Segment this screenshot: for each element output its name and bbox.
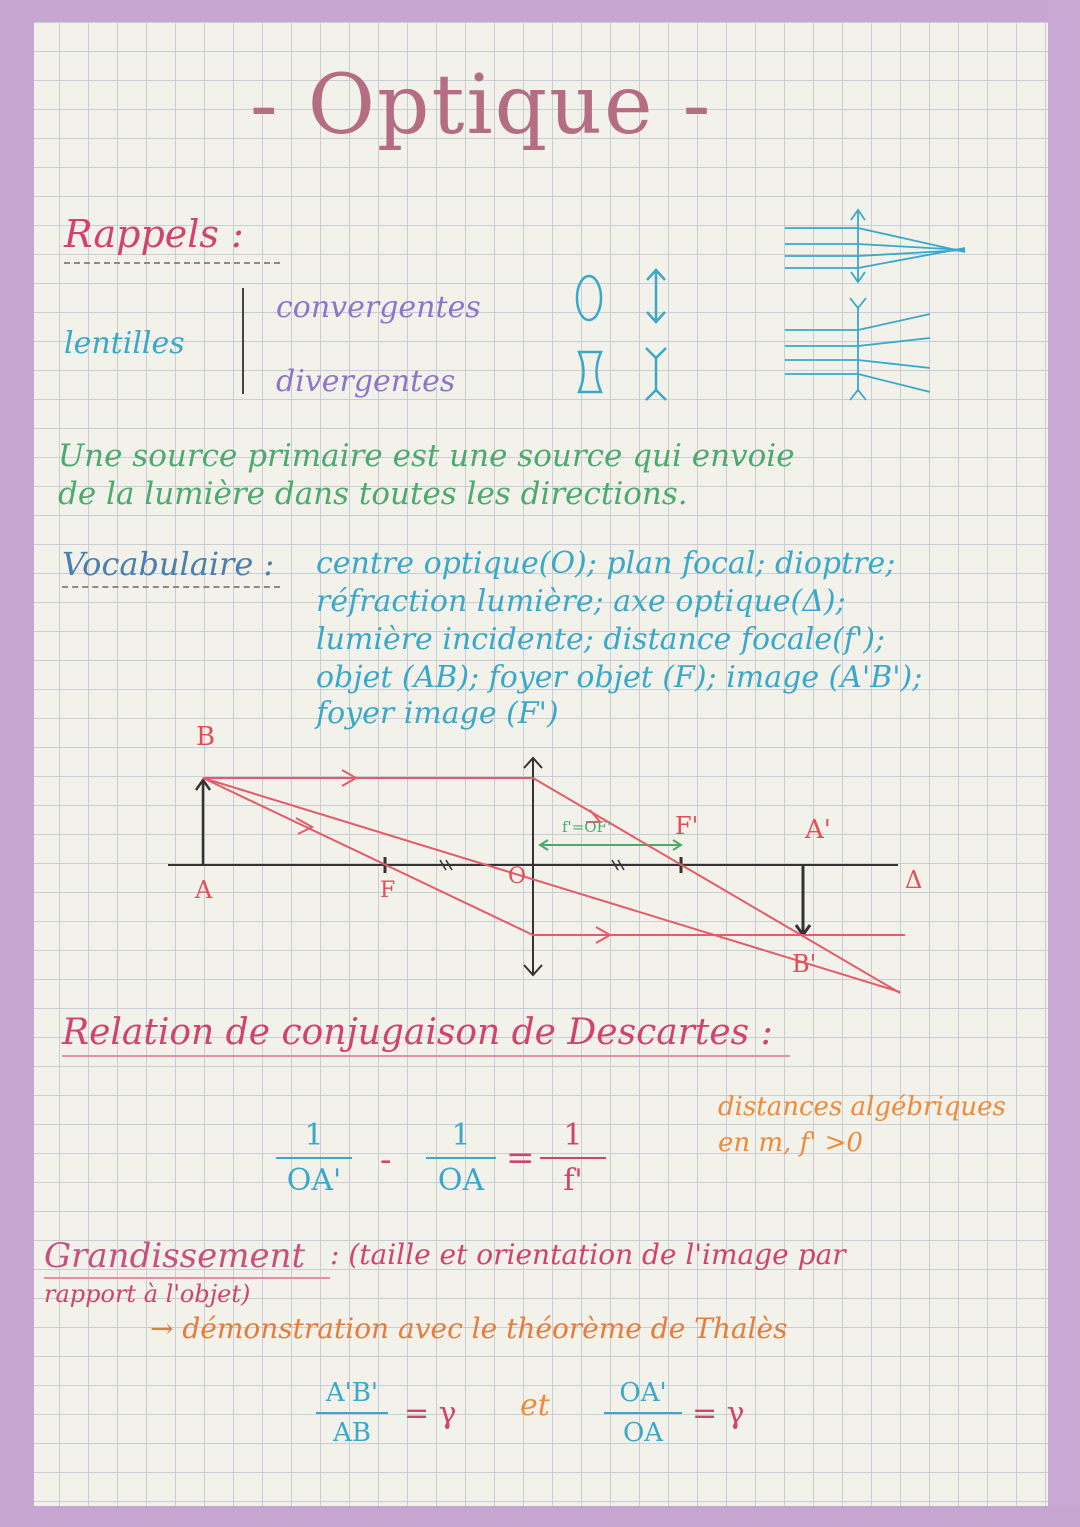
convergentes-label: convergentes xyxy=(276,290,481,325)
label-delta: Δ xyxy=(905,866,923,894)
fraction-denominator: OA' xyxy=(276,1157,352,1198)
label-focal: f'=OF' xyxy=(562,818,612,836)
et-word: et xyxy=(520,1388,550,1423)
rappels-heading: Rappels : xyxy=(64,212,244,256)
divergentes-label: divergentes xyxy=(276,364,456,399)
fraction-ab-prime-over-ab xyxy=(316,1378,388,1448)
fraction-denominator: OA xyxy=(604,1412,682,1448)
gamma-equals-2: = γ xyxy=(692,1396,745,1431)
source-primaire-line1: Une source primaire est une source qui envoie xyxy=(58,438,795,474)
grandissement-desc-line2: rapport à l'objet) xyxy=(44,1280,251,1308)
label-F-prime: F' xyxy=(675,812,699,840)
lentilles-label: lentilles xyxy=(64,326,185,361)
descartes-heading: Relation de conjugaison de Descartes : xyxy=(62,1012,773,1053)
vocabulaire-line3: lumière incidente; distance focale(f'); xyxy=(316,622,886,657)
fraction-numerator: 1 xyxy=(451,1118,471,1153)
grandissement-desc-line1: : (taille et orientation de l'image par xyxy=(330,1238,846,1271)
fraction-1-over-oa-prime xyxy=(276,1118,352,1198)
page-title: - Optique - xyxy=(250,58,713,153)
fraction-1-over-oa xyxy=(426,1118,496,1198)
label-A: A xyxy=(195,876,213,904)
gamma-equals-1: = γ xyxy=(404,1396,457,1431)
diverging-lens-icon xyxy=(579,348,666,400)
fraction-numerator: OA' xyxy=(619,1378,667,1408)
label-O: O xyxy=(508,864,527,889)
vocabulaire-heading: Vocabulaire : xyxy=(62,545,275,583)
fraction-numerator: 1 xyxy=(563,1118,583,1153)
fraction-numerator: 1 xyxy=(304,1118,324,1153)
label-B: B xyxy=(196,722,216,752)
fraction-denominator: AB xyxy=(316,1412,388,1448)
fraction-numerator: A'B' xyxy=(325,1378,379,1408)
label-A-prime: A' xyxy=(805,815,831,845)
converging-rays-icon xyxy=(785,210,965,282)
equals-sign: = xyxy=(506,1138,535,1178)
minus-sign: - xyxy=(380,1140,392,1180)
converging-lens-icon xyxy=(577,270,665,322)
vocabulaire-line2: réfraction lumière; axe optique(Δ); xyxy=(316,584,846,619)
label-F: F xyxy=(380,878,396,903)
fraction-1-over-f-prime xyxy=(540,1118,606,1198)
diverging-rays-icon xyxy=(785,298,930,400)
label-B-prime: B' xyxy=(792,950,817,978)
fraction-denominator: OA xyxy=(426,1157,496,1198)
vocabulaire-line1: centre optique(O); plan focal; dioptre; xyxy=(316,546,896,581)
grandissement-heading: Grandissement xyxy=(44,1236,306,1276)
descartes-note-line2: en m, f' >0 xyxy=(718,1128,863,1158)
descartes-note-line1: distances algébriques xyxy=(718,1092,1006,1122)
fraction-denominator: f' xyxy=(540,1157,606,1198)
fraction-oa-prime-over-oa xyxy=(604,1378,682,1448)
vocabulaire-line4: objet (AB); foyer objet (F); image (A'B'); xyxy=(316,660,923,695)
thales-demonstration: → démonstration avec le théorème de Thalès xyxy=(150,1312,788,1345)
vocabulaire-line5: foyer image (F') xyxy=(316,696,559,731)
source-primaire-line2: de la lumière dans toutes les directions. xyxy=(58,476,688,512)
